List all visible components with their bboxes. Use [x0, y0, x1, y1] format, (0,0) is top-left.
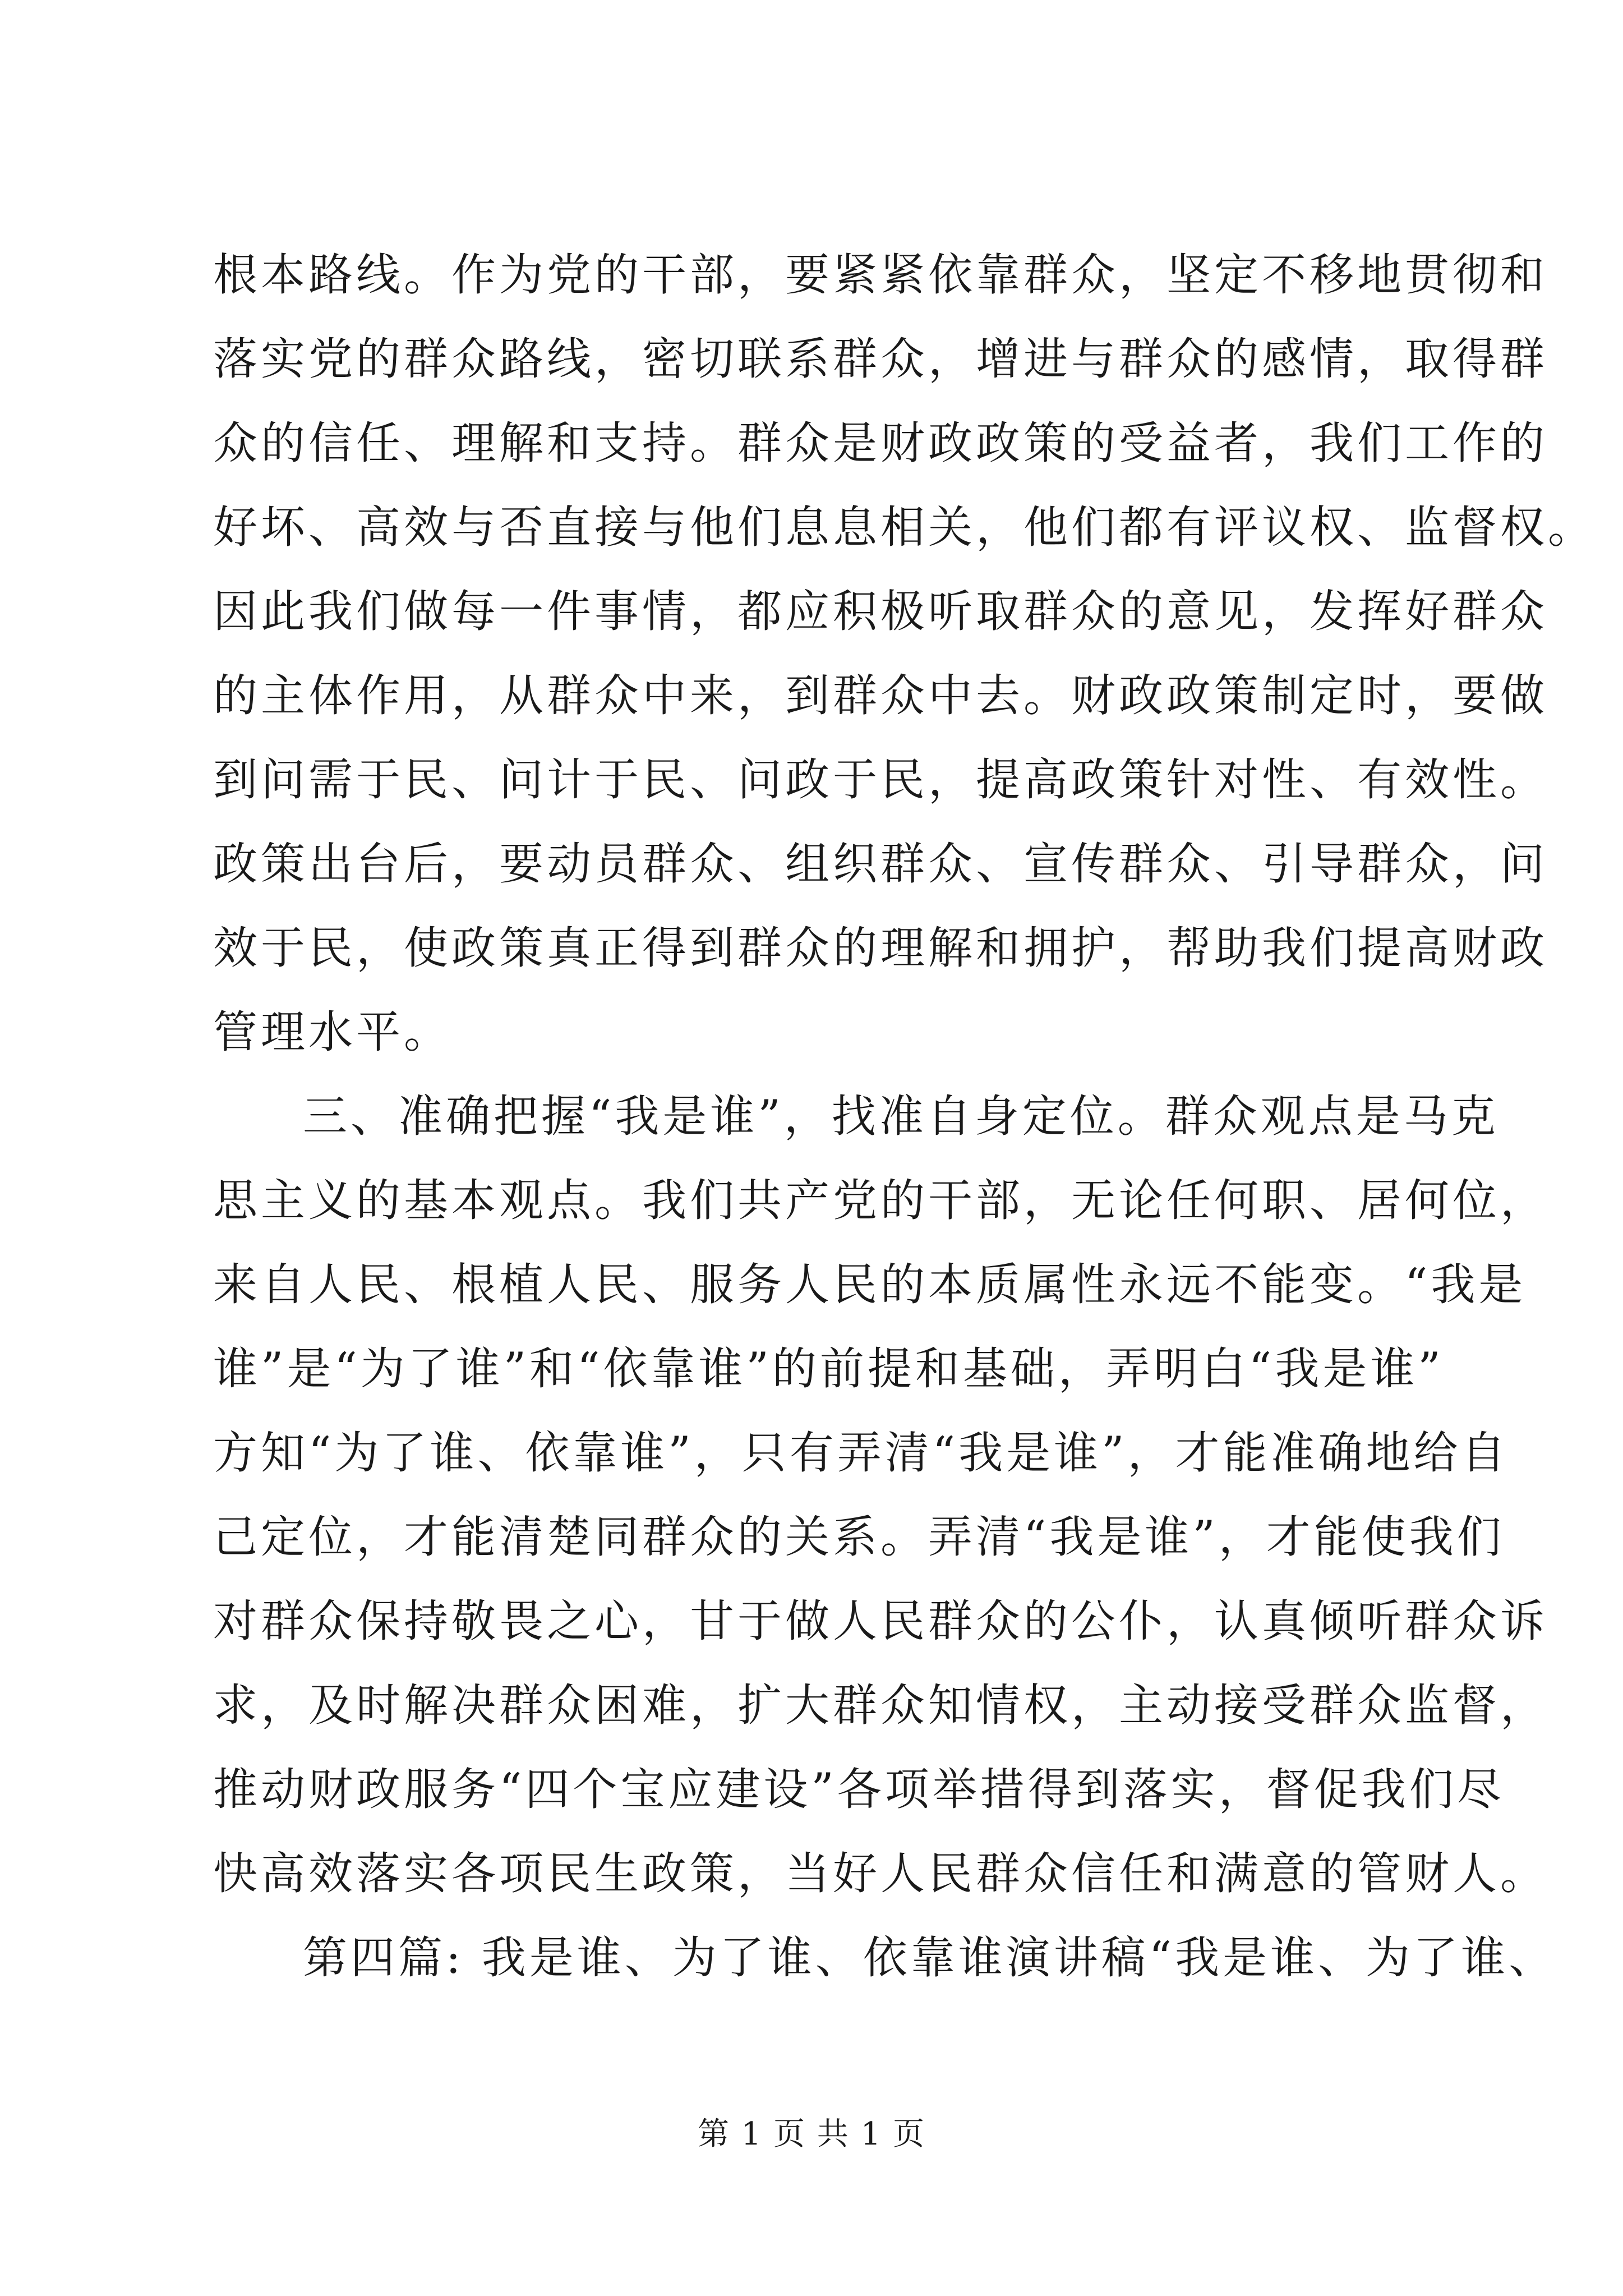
text-line: 方知“为了谁、依靠谁”，只有弄清“我是谁”，才能准确地给自: [213, 1427, 1509, 1479]
text-line: 落实党的群众路线，密切联系群众，增进与群众的感情，取得群: [213, 333, 1548, 385]
text-line: 到问需于民、问计于民、问政于民，提高政策针对性、有效性。: [213, 754, 1548, 806]
text-line: 己定位，才能清楚同群众的关系。弄清“我是谁”，才能使我们: [213, 1511, 1505, 1563]
text-line: 三、准确把握“我是谁”，找准自身定位。群众观点是马克: [303, 1091, 1499, 1142]
text-line: 效于民，使政策真正得到群众的理解和拥护，帮助我们提高财政: [213, 922, 1548, 974]
text-line: 因此我们做每一件事情，都应积极听取群众的意见，发挥好群众: [213, 586, 1548, 637]
text-line: 对群众保持敬畏之心，甘于做人民群众的公仆，认真倾听群众诉: [213, 1595, 1548, 1647]
text-line: 众的信任、理解和支持。群众是财政政策的受益者，我们工作的: [213, 417, 1548, 469]
text-line: 推动财政服务“四个宝应建设”各项举措得到落实，督促我们尽: [213, 1764, 1505, 1815]
text-line: 谁”是“为了谁”和“依靠谁”的前提和基础，弄明白“我是谁”: [213, 1343, 1444, 1395]
text-line: 的主体作用，从群众中来，到群众中去。财政政策制定时，要做: [213, 670, 1548, 721]
text-line: 来自人民、根植人民、服务人民的本质属性永远不能变。“我是: [213, 1259, 1527, 1310]
text-line: 求，及时解决群众困难，扩大群众知情权，主动接受群众监督，: [213, 1680, 1548, 1731]
text-line: 好坏、高效与否直接与他们息息相关，他们都有评议权、监督权。: [213, 501, 1596, 553]
text-line: 思主义的基本观点。我们共产党的干部，无论任何职、居何位，: [213, 1175, 1548, 1226]
page-number-footer: 第 1 页 共 1 页: [697, 2116, 926, 2152]
text-line: 政策出台后，要动员群众、组织群众、宣传群众、引导群众，问: [213, 838, 1548, 890]
text-line: 快高效落实各项民生政策，当好人民群众信任和满意的管财人。: [213, 1848, 1548, 1899]
text-line: 第四篇: 我是谁、为了谁、依靠谁演讲稿“我是谁、为了谁、: [303, 1932, 1557, 1984]
text-line: 管理水平。: [213, 1006, 451, 1058]
text-line: 根本路线。作为党的干部，要紧紧依靠群众，坚定不移地贯彻和: [213, 249, 1548, 301]
